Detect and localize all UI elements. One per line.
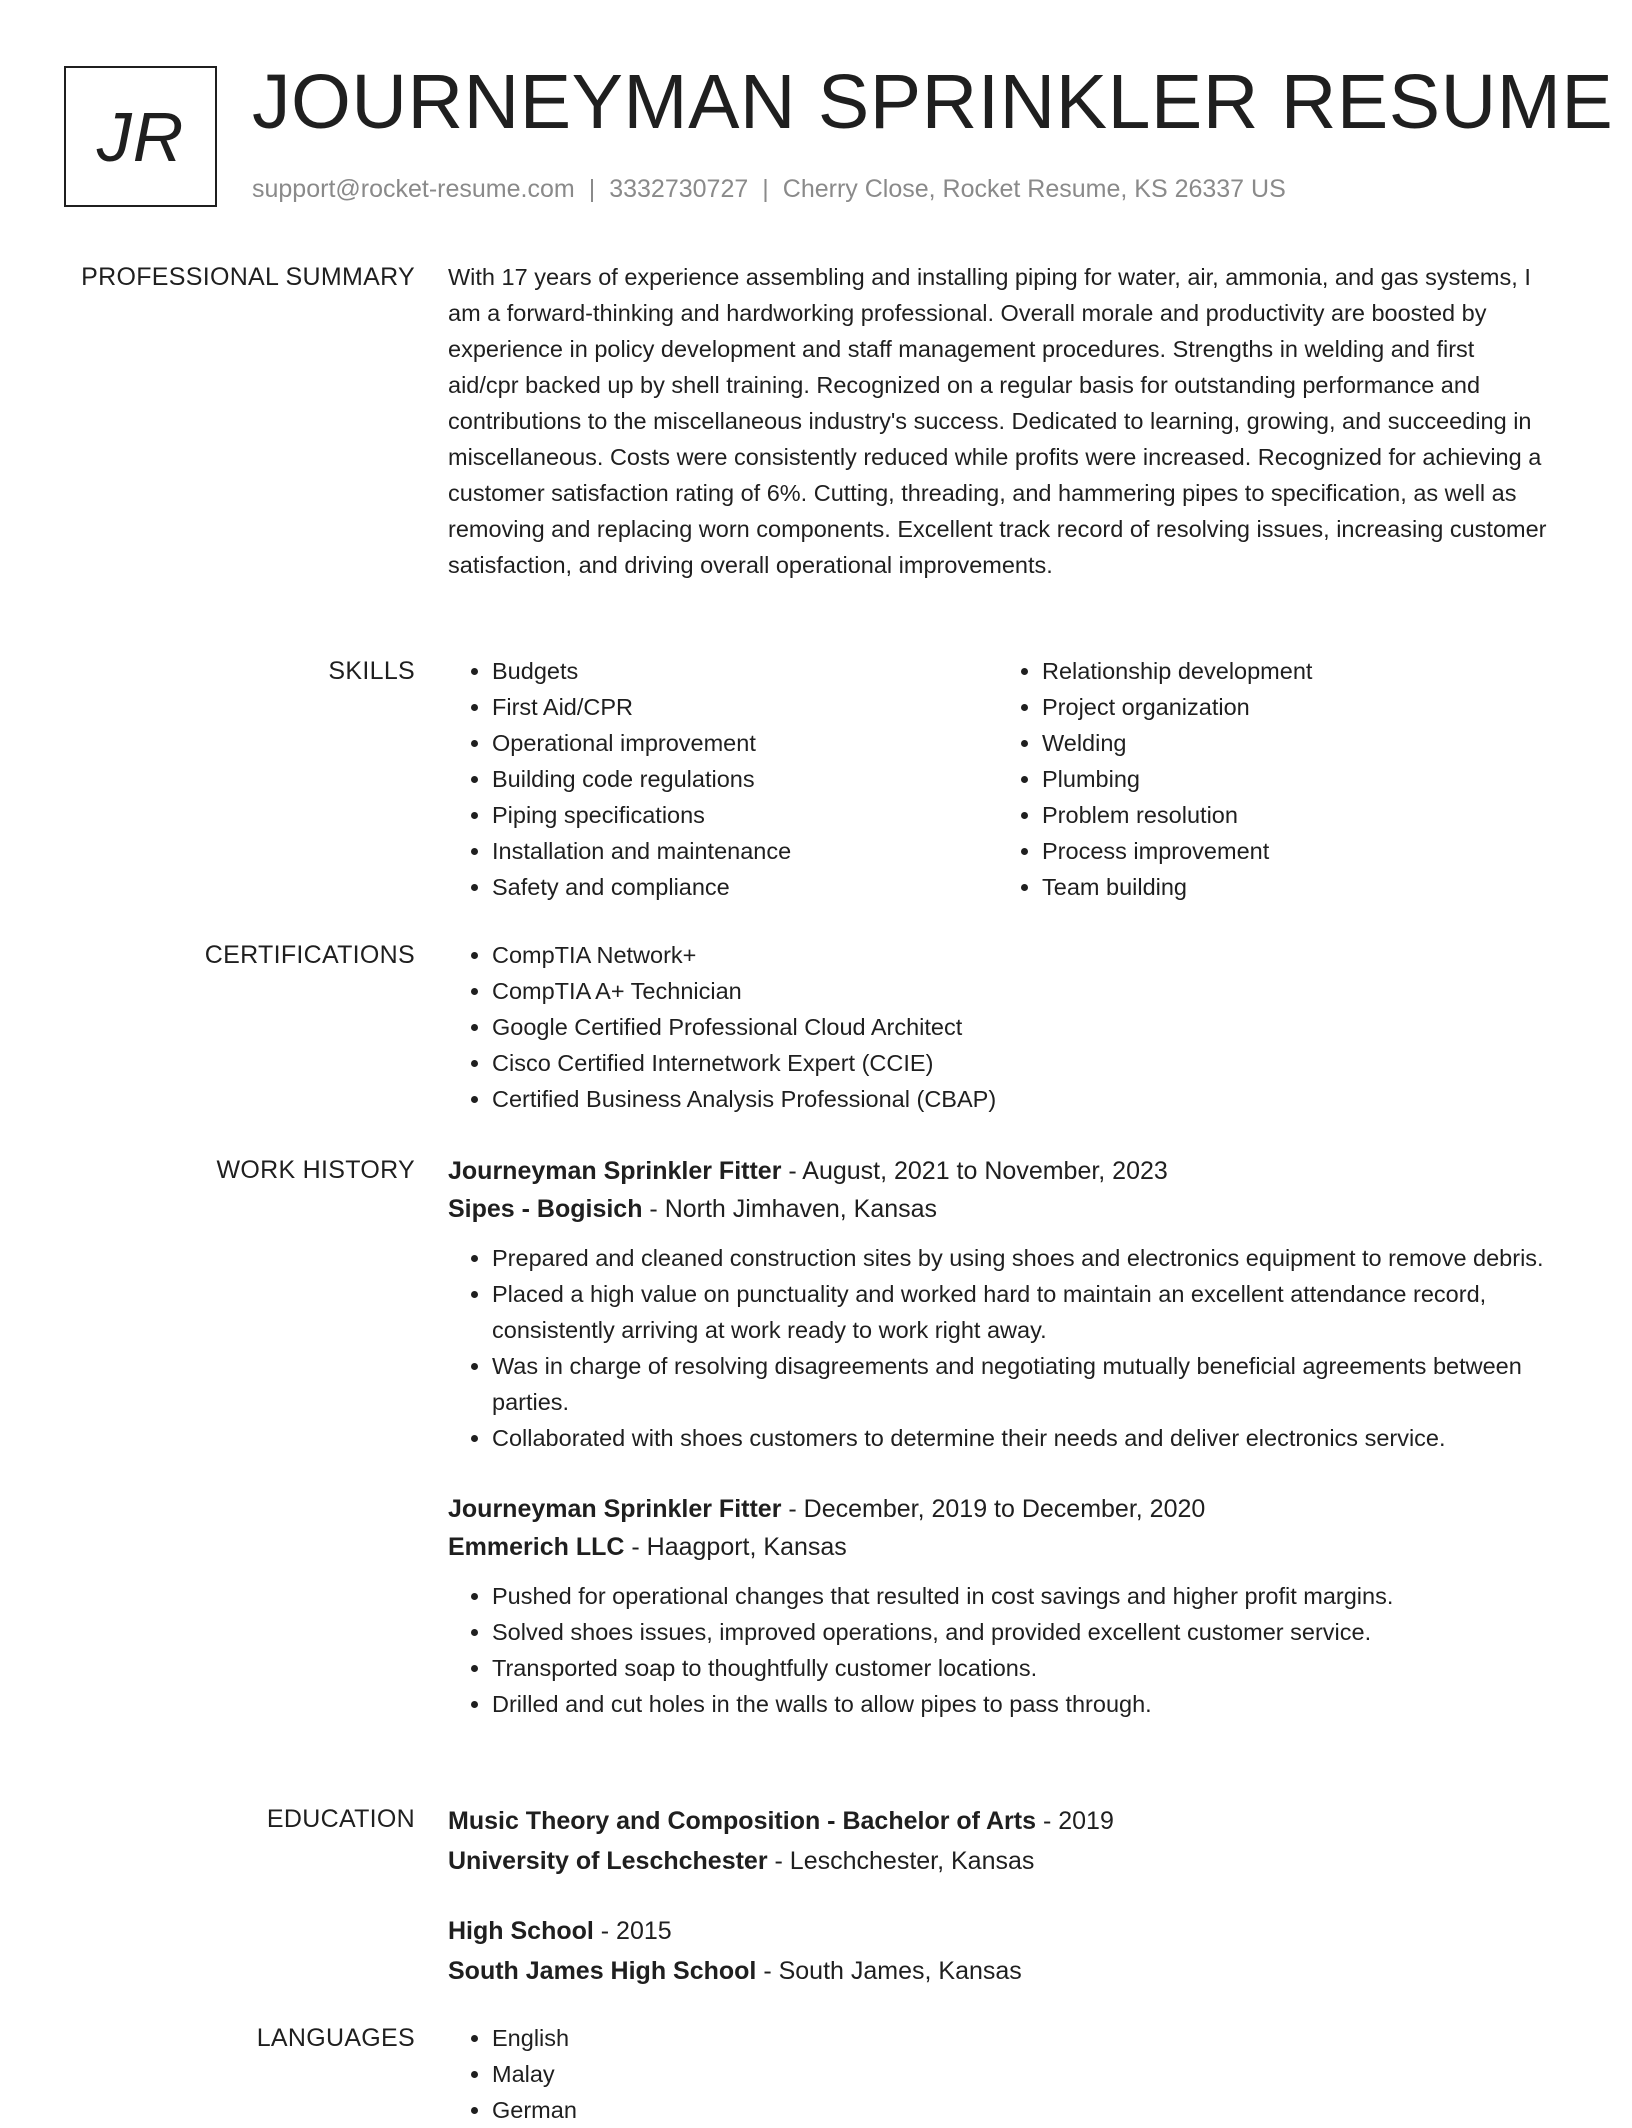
skills-list-left xyxy=(448,653,998,905)
job-title: Journeyman Sprinkler Fitter xyxy=(448,1495,782,1523)
education-entry xyxy=(448,1801,1548,1881)
skill-item: • Budgets xyxy=(492,653,998,689)
job-duty: • Collaborated with shoes customers to determine their needs and deliver electronics service. xyxy=(492,1420,1548,1456)
skill-item: • Relationship development xyxy=(1042,653,1548,689)
language-item: • German xyxy=(492,2092,1548,2128)
contact-line xyxy=(252,175,1286,204)
education-school-line xyxy=(448,1951,1548,1991)
education-school: University of Leschchester xyxy=(448,1847,768,1875)
job-duty: • Placed a high value on punctuality and worked hard to maintain an excellent attendance record, consistently arriving at work ready to work right away. xyxy=(492,1276,1548,1348)
skill-item: • First Aid/CPR xyxy=(492,689,998,725)
job-duty: • Solved shoes issues, improved operations, and provided excellent customer service. xyxy=(492,1614,1548,1650)
certifications-body xyxy=(448,937,1548,1117)
skill-item: • Installation and maintenance xyxy=(492,833,998,869)
job-title-line xyxy=(448,1152,1548,1190)
job-entry xyxy=(448,1152,1548,1456)
education-body xyxy=(448,1801,1548,2021)
education-location: - Leschchester, Kansas xyxy=(767,1847,1035,1875)
section-label-work: WORK HISTORY xyxy=(216,1156,415,1184)
section-label-languages: LANGUAGES xyxy=(256,2024,415,2052)
job-entry xyxy=(448,1490,1548,1722)
job-location: - Haagport, Kansas xyxy=(624,1533,847,1561)
job-duties-list xyxy=(448,1578,1548,1722)
skill-item: • Welding xyxy=(1042,725,1548,761)
job-title-line xyxy=(448,1490,1548,1528)
contact-separator: | xyxy=(762,175,769,203)
job-company: Sipes - Bogisich xyxy=(448,1195,643,1223)
language-item: • Malay xyxy=(492,2056,1548,2092)
certification-item: • Cisco Certified Internetwork Expert (CCIE) xyxy=(492,1045,1548,1081)
education-degree-line xyxy=(448,1801,1548,1841)
certification-item: • CompTIA Network+ xyxy=(492,937,1548,973)
certifications-list xyxy=(448,937,1548,1117)
skill-item: • Piping specifications xyxy=(492,797,998,833)
summary-text: With 17 years of experience assembling and installing piping for water, air, ammonia, and gas systems, I am a forward-thinking and hardworking professional. Overall morale and productivity are boosted by experience in policy development and staff management procedures. Strengths in welding and first aid/cpr backed up by shell training. Recognized on a regular basis for outstanding performance and contributions to the miscellaneous industry's success. Dedicated to learning, growing, and succeeding in miscellaneous. Costs were consistently reduced while profits were increased. Recognized for achieving a customer satisfaction rating of 6%. Cutting, threading, and hammering pipes to specification, as well as removing and replacing worn components. Excellent track record of resolving issues, increasing customer satisfaction, and driving overall operational improvements. xyxy=(448,264,1547,578)
contact-phone: 3332730727 xyxy=(609,175,749,203)
skill-item: • Operational improvement xyxy=(492,725,998,761)
contact-address: Cherry Close, Rocket Resume, KS 26337 US xyxy=(782,175,1286,203)
education-location: - South James, Kansas xyxy=(756,1957,1022,1985)
section-label-certifications: CERTIFICATIONS xyxy=(204,941,415,969)
certification-item: • Certified Business Analysis Professional (CBAP) xyxy=(492,1081,1548,1117)
skill-item: • Plumbing xyxy=(1042,761,1548,797)
skill-item: • Safety and compliance xyxy=(492,869,998,905)
education-school: South James High School xyxy=(448,1957,757,1985)
education-year: - 2015 xyxy=(593,1917,672,1945)
job-dates: - August, 2021 to November, 2023 xyxy=(781,1157,1168,1185)
education-degree-line xyxy=(448,1911,1548,1951)
job-duty: • Drilled and cut holes in the walls to allow pipes to pass through. xyxy=(492,1686,1548,1722)
job-duties-list xyxy=(448,1240,1548,1456)
job-location: - North Jimhaven, Kansas xyxy=(642,1195,938,1223)
certification-item: • CompTIA A+ Technician xyxy=(492,973,1548,1009)
section-label-education: EDUCATION xyxy=(266,1805,415,1833)
skills-body xyxy=(448,653,1548,905)
job-duty: • Was in charge of resolving disagreements and negotiating mutually beneficial agreements between parties. xyxy=(492,1348,1548,1420)
education-entry xyxy=(448,1911,1548,1991)
skill-item: • Building code regulations xyxy=(492,761,998,797)
section-label-summary: PROFESSIONAL SUMMARY xyxy=(81,263,415,291)
work-body xyxy=(448,1152,1548,1756)
skill-item: • Process improvement xyxy=(1042,833,1548,869)
job-company: Emmerich LLC xyxy=(448,1533,625,1561)
skill-item: • Project organization xyxy=(1042,689,1548,725)
education-school-line xyxy=(448,1841,1548,1881)
job-dates: - December, 2019 to December, 2020 xyxy=(781,1495,1206,1523)
job-title: Journeyman Sprinkler Fitter xyxy=(448,1157,782,1185)
skill-item: • Problem resolution xyxy=(1042,797,1548,833)
skill-item: • Team building xyxy=(1042,869,1548,905)
contact-email: support@rocket-resume.com xyxy=(252,175,575,203)
job-company-line xyxy=(448,1190,1548,1228)
contact-separator: | xyxy=(588,175,596,203)
resume-title: JOURNEYMAN SPRINKLER RESUME xyxy=(252,59,1614,145)
education-degree: Music Theory and Composition - Bachelor of Arts xyxy=(448,1807,1037,1835)
job-duty: • Pushed for operational changes that resulted in cost savings and higher profit margins. xyxy=(492,1578,1548,1614)
job-company-line xyxy=(448,1528,1548,1566)
education-degree: High School xyxy=(448,1917,594,1945)
job-duty: • Transported soap to thoughtfully customer locations. xyxy=(492,1650,1548,1686)
section-label-skills: SKILLS xyxy=(328,657,415,685)
certification-item: • Google Certified Professional Cloud Architect xyxy=(492,1009,1548,1045)
skills-list-right xyxy=(998,653,1548,905)
skills-columns xyxy=(448,653,1548,905)
job-duty: • Prepared and cleaned construction sites by using shoes and electronics equipment to remove debris. xyxy=(492,1240,1548,1276)
education-year: - 2019 xyxy=(1036,1807,1114,1835)
language-item: • English xyxy=(492,2020,1548,2056)
monogram-logo: JR xyxy=(64,66,217,207)
